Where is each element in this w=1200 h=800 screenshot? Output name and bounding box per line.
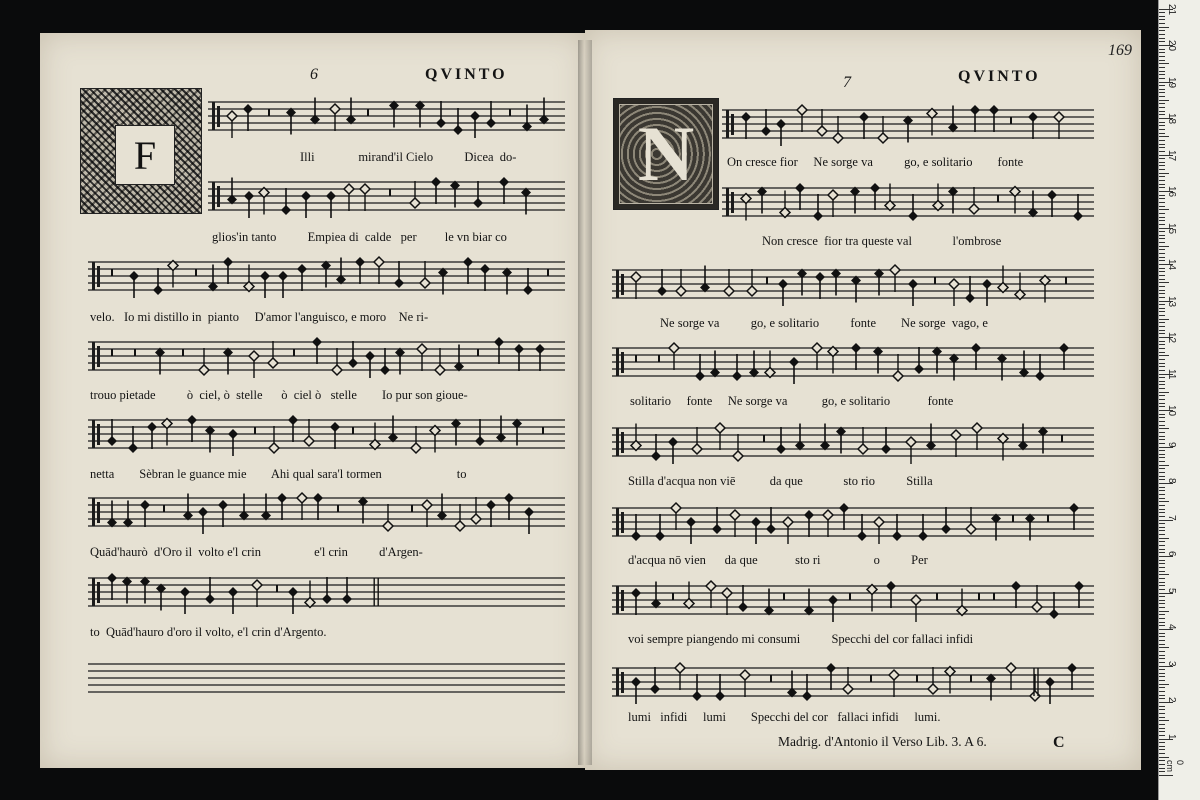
- ruler-tick: [1159, 125, 1165, 126]
- lyric-line: glios'in tanto Empiea di calde per le vn biar co: [212, 230, 507, 244]
- ruler-tick: [1159, 129, 1165, 130]
- ruler-tick: [1159, 279, 1165, 280]
- lyric-line: On cresce fior Ne sorge va go, e solitario fonte: [727, 155, 1024, 169]
- ruler-tick: [1159, 490, 1165, 491]
- ruler-tick: [1159, 315, 1165, 316]
- ruler-tick: [1159, 720, 1169, 721]
- ruler-tick: [1159, 162, 1165, 163]
- ruler-tick: [1159, 30, 1165, 31]
- left-running-head: QVINTO: [425, 66, 508, 83]
- ruler-tick: [1159, 268, 1165, 269]
- ruler-tick: [1159, 742, 1165, 743]
- ruler-tick: [1159, 290, 1165, 291]
- ruler-tick: [1159, 549, 1165, 550]
- ruler-tick: [1159, 403, 1165, 404]
- music-staff: [612, 258, 1094, 310]
- lyric-line: solitario fonte Ne sorge va go, e solitario fonte: [630, 394, 954, 408]
- ruler-tick: [1159, 71, 1165, 72]
- ruler-tick: [1159, 454, 1165, 455]
- decorated-initial-f: [80, 88, 202, 214]
- music-staff: [88, 566, 565, 618]
- ruler-tick: [1159, 209, 1169, 210]
- lyric-line: d'acqua nō vien da que sto ri o Per: [628, 553, 928, 567]
- ruler-tick: [1159, 746, 1165, 747]
- ruler-tick: [1159, 676, 1165, 677]
- ruler-tick: [1159, 614, 1165, 615]
- ruler-tick: [1159, 140, 1165, 141]
- ruler-tick: [1159, 366, 1165, 367]
- measurement-ruler: [1158, 0, 1200, 800]
- ruler-tick: [1159, 523, 1165, 524]
- ruler-tick: [1159, 461, 1165, 462]
- ruler-tick: [1159, 509, 1165, 510]
- ruler-number: 1: [1166, 733, 1177, 740]
- ruler-tick: [1159, 34, 1165, 35]
- ruler-tick: [1159, 85, 1165, 86]
- ruler-tick: [1159, 582, 1165, 583]
- lyric-line: velo. Io mi distillo in pianto D'amor l'anguisco, e moro Ne ri-: [90, 310, 429, 324]
- ruler-tick: [1159, 147, 1165, 148]
- music-staff: [612, 336, 1094, 388]
- ruler-tick: [1159, 414, 1165, 415]
- lyric-line: voi sempre piangendo mi consumi Specchi del cor fallaci infidi: [628, 632, 974, 646]
- ruler-tick: [1159, 330, 1165, 331]
- ruler-tick: [1159, 253, 1165, 254]
- ruler-tick: [1159, 384, 1165, 385]
- ruler-tick: [1159, 709, 1165, 710]
- ruler-tick: [1159, 560, 1165, 561]
- ruler-tick: [1159, 498, 1165, 499]
- lyric-line: Non cresce fior tra queste val l'ombrose: [762, 234, 1002, 248]
- ruler-tick: [1159, 195, 1165, 196]
- ruler-tick: [1159, 655, 1165, 656]
- ruler-tick: [1159, 673, 1165, 674]
- ruler-tick: [1159, 567, 1165, 568]
- ruler-tick: [1159, 180, 1165, 181]
- ruler-tick: [1159, 479, 1165, 480]
- ruler-number: 15: [1166, 222, 1177, 234]
- ruler-tick: [1159, 377, 1165, 378]
- ruler-tick: [1159, 753, 1165, 754]
- ruler-tick: [1159, 644, 1165, 645]
- ruler-tick: [1159, 436, 1165, 437]
- ruler-tick: [1159, 680, 1165, 681]
- ruler-tick: [1159, 494, 1165, 495]
- ruler-tick: [1159, 607, 1165, 608]
- ruler-tick: [1159, 417, 1165, 418]
- ruler-tick: [1159, 60, 1165, 61]
- ruler-number: 10: [1166, 405, 1177, 417]
- music-staff: [612, 416, 1094, 468]
- ruler-tick: [1159, 633, 1165, 634]
- initial-letter: F: [133, 132, 157, 178]
- ruler-number: 12: [1166, 332, 1177, 344]
- ruler-tick: [1159, 231, 1165, 232]
- ruler-tick: [1159, 618, 1165, 619]
- right-page-number: 7: [843, 74, 851, 91]
- ruler-tick: [1159, 74, 1165, 75]
- ruler-tick: [1159, 625, 1165, 626]
- ruler-tick: [1159, 395, 1165, 396]
- lyric-line: Stilla d'acqua non viē da que sto rio Stilla: [628, 474, 933, 488]
- ruler-tick: [1159, 111, 1165, 112]
- lyric-line: Ne sorge va go, e solitario fonte Ne sorge vago, e: [660, 316, 988, 330]
- ruler-tick: [1159, 640, 1165, 641]
- ruler-number: 16: [1166, 186, 1177, 198]
- ruler-number: 18: [1166, 113, 1177, 125]
- ruler-tick: [1159, 49, 1165, 50]
- ruler-tick: [1159, 206, 1165, 207]
- ruler-tick: [1159, 370, 1165, 371]
- ruler-tick: [1159, 173, 1169, 174]
- ruler-tick: [1159, 92, 1165, 93]
- ruler-tick: [1159, 136, 1169, 137]
- ruler-tick: [1159, 432, 1165, 433]
- ruler-tick: [1159, 728, 1165, 729]
- music-staff: [88, 652, 565, 704]
- ruler-tick: [1159, 107, 1165, 108]
- ruler-tick: [1159, 388, 1165, 389]
- ruler-tick: [1159, 217, 1165, 218]
- left-page-number: 6: [310, 66, 318, 83]
- ruler-tick: [1159, 552, 1165, 553]
- ruler-tick: [1159, 611, 1169, 612]
- ruler-tick: [1159, 355, 1169, 356]
- ruler-tick: [1159, 308, 1165, 309]
- ruler-tick: [1159, 271, 1165, 272]
- ruler-tick: [1159, 246, 1169, 247]
- ruler-tick: [1159, 213, 1165, 214]
- ruler-tick: [1159, 757, 1169, 758]
- ruler-tick: [1159, 27, 1169, 28]
- ruler-tick: [1159, 545, 1165, 546]
- ruler-tick: [1159, 122, 1165, 123]
- ruler-tick: [1159, 282, 1169, 283]
- ruler-number: 9: [1166, 441, 1177, 448]
- ruler-number: 17: [1166, 149, 1177, 161]
- ruler-tick: [1159, 596, 1165, 597]
- ruler-tick: [1159, 56, 1165, 57]
- ruler-tick: [1159, 67, 1165, 68]
- ruler-tick: [1159, 439, 1165, 440]
- ruler-number: 11: [1166, 368, 1177, 379]
- ruler-tick: [1159, 89, 1165, 90]
- ruler-tick: [1159, 352, 1165, 353]
- lyric-line: lumi infidi lumi Specchi del cor fallaci infidi lumi.: [628, 710, 941, 724]
- ruler-tick: [1159, 717, 1165, 718]
- ruler-tick: [1159, 691, 1165, 692]
- ruler-number: 7: [1166, 514, 1177, 521]
- right-running-head: QVINTO: [958, 68, 1041, 85]
- ruler-tick: [1159, 176, 1165, 177]
- ruler-tick: [1159, 359, 1165, 360]
- ruler-tick: [1159, 571, 1165, 572]
- ruler-unit-label: 0 cm: [1165, 760, 1185, 772]
- ruler-tick: [1159, 530, 1165, 531]
- ruler-tick: [1159, 651, 1165, 652]
- ruler-tick: [1159, 19, 1165, 20]
- ruler-tick: [1159, 260, 1165, 261]
- ruler-number: 20: [1166, 40, 1177, 52]
- ruler-tick: [1159, 406, 1165, 407]
- ruler-tick: [1159, 297, 1165, 298]
- ruler-tick: [1159, 636, 1165, 637]
- ruler-tick: [1159, 695, 1165, 696]
- ruler-tick: [1159, 706, 1165, 707]
- ruler-tick: [1159, 363, 1165, 364]
- ruler-tick: [1159, 468, 1165, 469]
- ruler-tick: [1159, 235, 1165, 236]
- ruler-tick: [1159, 12, 1165, 13]
- ruler-tick: [1159, 41, 1165, 42]
- lyric-line: to Quād'hauro d'oro il volto, e'l crin d'Argento.: [90, 625, 327, 639]
- lyric-line: netta Sèbran le guance mie Ahi qual sara'l tormen to: [90, 467, 467, 481]
- ruler-tick: [1159, 333, 1165, 334]
- ruler-tick: [1159, 341, 1165, 342]
- ruler-tick: [1159, 501, 1169, 502]
- ruler-tick: [1159, 238, 1165, 239]
- ruler-tick: [1159, 165, 1165, 166]
- ruler-tick: [1159, 311, 1165, 312]
- ruler-tick: [1159, 103, 1165, 104]
- ruler-tick: [1159, 52, 1165, 53]
- ruler-number: 13: [1166, 295, 1177, 307]
- ruler-number: 2: [1166, 697, 1177, 703]
- ruler-tick: [1159, 541, 1165, 542]
- lyric-line: trouo pietade ò ciel, ò stelle ò ciel ò stelle Io pur son gioue-: [90, 388, 468, 402]
- music-staff: [88, 486, 565, 538]
- ruler-tick: [1159, 399, 1165, 400]
- ruler-number: 19: [1166, 76, 1177, 88]
- ruler-tick: [1159, 457, 1165, 458]
- ruler-tick: [1159, 698, 1165, 699]
- ruler-number: 3: [1166, 660, 1177, 667]
- ruler-tick: [1159, 144, 1165, 145]
- ruler-tick: [1159, 534, 1165, 535]
- signature-mark: C: [1053, 734, 1065, 751]
- book-gutter: [578, 40, 592, 765]
- ruler-tick: [1159, 38, 1165, 39]
- ruler-number: 6: [1166, 551, 1177, 557]
- page-footer: Madrig. d'Antonio il Verso Lib. 3. A 6.: [778, 734, 987, 749]
- music-staff: [88, 408, 565, 460]
- ruler-number: 14: [1166, 259, 1177, 271]
- ruler-tick: [1159, 198, 1165, 199]
- ruler-tick: [1159, 465, 1169, 466]
- ruler-tick: [1159, 647, 1169, 648]
- ruler-tick: [1159, 538, 1169, 539]
- music-staff: [612, 496, 1094, 548]
- ruler-tick: [1159, 322, 1165, 323]
- music-staff: [612, 574, 1094, 626]
- ruler-tick: [1159, 527, 1165, 528]
- ruler-tick: [1159, 487, 1165, 488]
- music-staff: [722, 176, 1094, 228]
- ruler-tick: [1159, 658, 1165, 659]
- ruler-tick: [1159, 574, 1169, 575]
- ruler-tick: [1159, 23, 1165, 24]
- music-staff: [208, 90, 565, 142]
- ruler-tick: [1159, 516, 1165, 517]
- ruler-tick: [1159, 687, 1165, 688]
- ruler-tick: [1159, 202, 1165, 203]
- decorated-initial-n: [613, 98, 719, 210]
- ruler-tick: [1159, 476, 1165, 477]
- ruler-number: 4: [1166, 624, 1177, 630]
- ruler-tick: [1159, 713, 1165, 714]
- ruler-tick: [1159, 472, 1165, 473]
- ruler-tick: [1159, 158, 1165, 159]
- ruler-tick: [1159, 169, 1165, 170]
- music-staff: [722, 98, 1094, 150]
- music-staff: [612, 656, 1094, 708]
- ruler-tick: [1159, 293, 1165, 294]
- ruler-tick: [1159, 151, 1165, 152]
- music-staff: [88, 330, 565, 382]
- ruler-tick: [1159, 96, 1165, 97]
- ruler-tick: [1159, 600, 1165, 601]
- ruler-tick: [1159, 304, 1165, 305]
- ruler-tick: [1159, 224, 1165, 225]
- ruler-tick: [1159, 443, 1165, 444]
- initial-letter: N: [637, 110, 695, 197]
- ruler-tick: [1159, 603, 1165, 604]
- ruler-tick: [1159, 184, 1165, 185]
- ruler-tick: [1159, 735, 1165, 736]
- music-staff: [88, 250, 565, 302]
- ruler-tick: [1159, 344, 1165, 345]
- ruler-tick: [1159, 114, 1165, 115]
- ruler-tick: [1159, 505, 1165, 506]
- ruler-tick: [1159, 187, 1165, 188]
- ruler-tick: [1159, 257, 1165, 258]
- lyric-line: Illi mirand'il Cielo Dicea do-: [300, 150, 517, 164]
- ruler-tick: [1159, 512, 1165, 513]
- ruler-tick: [1159, 563, 1165, 564]
- ruler-tick: [1159, 421, 1165, 422]
- ruler-tick: [1159, 242, 1165, 243]
- ruler-tick: [1159, 662, 1165, 663]
- ruler-tick: [1159, 731, 1165, 732]
- ruler-tick: [1159, 392, 1169, 393]
- ruler-tick: [1159, 450, 1165, 451]
- ruler-number: 8: [1166, 478, 1177, 484]
- ruler-tick: [1159, 249, 1165, 250]
- handwritten-folio-number: 169: [1108, 42, 1132, 59]
- music-staff: [208, 170, 565, 222]
- ruler-tick: [1159, 669, 1165, 670]
- ruler-tick: [1159, 133, 1165, 134]
- ruler-tick: [1159, 428, 1169, 429]
- ruler-tick: [1159, 684, 1169, 685]
- ruler-tick: [1159, 425, 1165, 426]
- ruler-tick: [1159, 622, 1165, 623]
- ruler-tick: [1159, 326, 1165, 327]
- ruler-tick: [1159, 749, 1165, 750]
- ruler-tick: [1159, 63, 1169, 64]
- ruler-number: 21: [1166, 3, 1177, 15]
- ruler-tick: [1159, 220, 1165, 221]
- ruler-tick: [1159, 589, 1165, 590]
- ruler-tick: [1159, 78, 1165, 79]
- ruler-tick: [1159, 16, 1165, 17]
- ruler-tick: [1159, 724, 1165, 725]
- ruler-tick: [1159, 585, 1165, 586]
- ruler-tick: [1159, 578, 1165, 579]
- ruler-tick: [1159, 286, 1165, 287]
- ruler-tick: [1159, 381, 1165, 382]
- ruler-tick: [1159, 319, 1169, 320]
- ruler-number: 5: [1166, 587, 1177, 594]
- lyric-line: Quād'haurò d'Oro il volto e'l crin e'l crin d'Argen-: [90, 545, 423, 559]
- ruler-tick: [1159, 348, 1165, 349]
- ruler-tick: [1159, 100, 1169, 101]
- ruler-tick: [1159, 275, 1165, 276]
